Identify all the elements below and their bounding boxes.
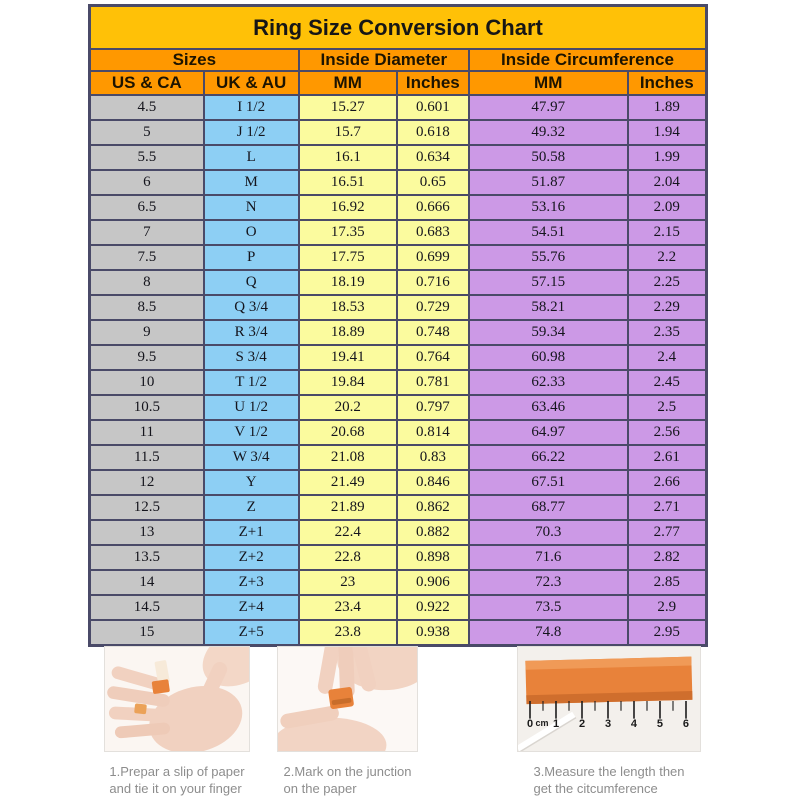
photo-tie-paper-on-finger — [104, 646, 250, 752]
step-1-caption — [104, 764, 250, 798]
table-cell: 7 — [90, 220, 204, 245]
step-3 — [517, 646, 701, 798]
table-cell: 7.5 — [90, 245, 204, 270]
hand-with-paper-strip-illustration — [105, 647, 249, 751]
column-header-row — [90, 71, 707, 95]
table-cell: 14.5 — [90, 595, 204, 620]
table-cell: 71.6 — [469, 545, 628, 570]
table-cell: O — [204, 220, 299, 245]
table-cell: R 3/4 — [204, 320, 299, 345]
ruler-number: 0 — [526, 717, 534, 730]
table-cell: 0.748 — [397, 320, 469, 345]
table-cell: 5 — [90, 120, 204, 145]
table-cell: 50.58 — [469, 145, 628, 170]
table-cell: 2.66 — [628, 470, 707, 495]
caption-line: on the paper — [283, 780, 357, 796]
table-cell: 60.98 — [469, 345, 628, 370]
table-row — [90, 270, 707, 295]
table-cell: 2.95 — [628, 620, 707, 646]
table-cell: 16.92 — [299, 195, 397, 220]
table-cell: 0.898 — [397, 545, 469, 570]
table-cell: 22.4 — [299, 520, 397, 545]
table-cell: 0.814 — [397, 420, 469, 445]
step-2-caption — [277, 764, 418, 798]
table-cell: Q — [204, 270, 299, 295]
table-cell: 20.68 — [299, 420, 397, 445]
group-header-sizes: Sizes — [90, 49, 299, 71]
table-cell: 10.5 — [90, 395, 204, 420]
table-cell: 2.25 — [628, 270, 707, 295]
group-header-inside-diameter: Inside Diameter — [299, 49, 469, 71]
table-cell: 21.89 — [299, 495, 397, 520]
table-cell: 18.89 — [299, 320, 397, 345]
table-cell: 11 — [90, 420, 204, 445]
table-cell: 68.77 — [469, 495, 628, 520]
table-cell: T 1/2 — [204, 370, 299, 395]
table-cell: 16.1 — [299, 145, 397, 170]
table-cell: 8.5 — [90, 295, 204, 320]
table-cell: Z — [204, 495, 299, 520]
table-row — [90, 345, 707, 370]
conversion-chart — [88, 4, 708, 647]
table-row — [90, 370, 707, 395]
table-cell: 19.41 — [299, 345, 397, 370]
table-cell: 10 — [90, 370, 204, 395]
step-1-caption-text — [109, 764, 244, 798]
table-cell: 9 — [90, 320, 204, 345]
table-cell: 70.3 — [469, 520, 628, 545]
table-cell: 0.666 — [397, 195, 469, 220]
table-cell: 73.5 — [469, 595, 628, 620]
table-cell: 6 — [90, 170, 204, 195]
table-cell: 0.683 — [397, 220, 469, 245]
table-row — [90, 145, 707, 170]
table-cell: I 1/2 — [204, 95, 299, 120]
column-header-diameter-inches: Inches — [397, 71, 469, 95]
table-row — [90, 170, 707, 195]
caption-line: 1.Prepar a slip of paper — [109, 764, 245, 779]
ruler-number: 3 — [605, 717, 612, 730]
table-cell: 12 — [90, 470, 204, 495]
table-cell: 5.5 — [90, 145, 204, 170]
group-header-inside-circumference: Inside Circumference — [469, 49, 707, 71]
table-cell: Z+3 — [204, 570, 299, 595]
table-cell: 0.601 — [397, 95, 469, 120]
table-cell: 49.32 — [469, 120, 628, 145]
table-cell: 15.27 — [299, 95, 397, 120]
table-row — [90, 620, 707, 646]
table-cell: 0.699 — [397, 245, 469, 270]
table-cell: 0.764 — [397, 345, 469, 370]
table-cell: 19.84 — [299, 370, 397, 395]
table-cell: 66.22 — [469, 445, 628, 470]
ruler-number: 1 — [552, 717, 560, 730]
table-cell: 2.71 — [628, 495, 707, 520]
table-cell: 9.5 — [90, 345, 204, 370]
table-cell: 1.94 — [628, 120, 707, 145]
table-row — [90, 95, 707, 120]
table-row — [90, 295, 707, 320]
column-header-uk-au: UK & AU — [204, 71, 299, 95]
table-cell: V 1/2 — [204, 420, 299, 445]
table-cell: 2.5 — [628, 395, 707, 420]
table-cell: 0.83 — [397, 445, 469, 470]
hand-marking-paper-illustration — [278, 647, 417, 751]
group-header-row — [90, 49, 707, 71]
table-cell: 8 — [90, 270, 204, 295]
table-cell: M — [204, 170, 299, 195]
table-cell: 18.19 — [299, 270, 397, 295]
table-cell: 0.922 — [397, 595, 469, 620]
table-cell: 2.35 — [628, 320, 707, 345]
table-cell: 0.781 — [397, 370, 469, 395]
photo-measure-with-ruler — [517, 646, 701, 752]
ruler-number: 5 — [656, 717, 664, 730]
column-header-us-ca: US & CA — [90, 71, 204, 95]
table-row — [90, 470, 707, 495]
table-row — [90, 520, 707, 545]
title-row — [90, 6, 707, 50]
table-cell: 2.09 — [628, 195, 707, 220]
table-cell: 72.3 — [469, 570, 628, 595]
table-row — [90, 545, 707, 570]
table-cell: 15 — [90, 620, 204, 646]
table-cell: Z+4 — [204, 595, 299, 620]
table-row — [90, 120, 707, 145]
ruler-and-strip-illustration — [518, 647, 700, 751]
table-cell: 57.15 — [469, 270, 628, 295]
table-cell: 21.08 — [299, 445, 397, 470]
table-cell: 0.862 — [397, 495, 469, 520]
table-row — [90, 320, 707, 345]
table-cell: 0.938 — [397, 620, 469, 646]
table-cell: 4.5 — [90, 95, 204, 120]
table-cell: 2.56 — [628, 420, 707, 445]
table-cell: 55.76 — [469, 245, 628, 270]
conversion-table — [88, 4, 708, 647]
table-cell: 0.716 — [397, 270, 469, 295]
table-cell: 63.46 — [469, 395, 628, 420]
table-cell: 0.906 — [397, 570, 469, 595]
table-cell: 16.51 — [299, 170, 397, 195]
table-cell: 64.97 — [469, 420, 628, 445]
table-row — [90, 220, 707, 245]
table-cell: 2.2 — [628, 245, 707, 270]
table-cell: 6.5 — [90, 195, 204, 220]
table-cell: 62.33 — [469, 370, 628, 395]
table-cell: 2.82 — [628, 545, 707, 570]
step-1 — [104, 646, 250, 798]
step-3-caption — [517, 764, 701, 798]
table-cell: 0.634 — [397, 145, 469, 170]
table-row — [90, 195, 707, 220]
measurement-steps — [0, 646, 800, 800]
table-cell: L — [204, 145, 299, 170]
table-cell: U 1/2 — [204, 395, 299, 420]
table-cell: P — [204, 245, 299, 270]
column-header-circumference-inches: Inches — [628, 71, 707, 95]
table-cell: 23.4 — [299, 595, 397, 620]
table-cell: 21.49 — [299, 470, 397, 495]
table-row — [90, 495, 707, 520]
table-row — [90, 570, 707, 595]
table-cell: 22.8 — [299, 545, 397, 570]
conversion-table-body — [90, 95, 707, 646]
table-cell: 2.85 — [628, 570, 707, 595]
table-cell: 1.99 — [628, 145, 707, 170]
table-cell: 51.87 — [469, 170, 628, 195]
table-cell: 2.15 — [628, 220, 707, 245]
table-cell: 17.75 — [299, 245, 397, 270]
column-header-diameter-mm: MM — [299, 71, 397, 95]
table-cell: 0.729 — [397, 295, 469, 320]
table-cell: 12.5 — [90, 495, 204, 520]
table-cell: Q 3/4 — [204, 295, 299, 320]
column-header-circumference-mm: MM — [469, 71, 628, 95]
table-cell: 2.29 — [628, 295, 707, 320]
table-row — [90, 420, 707, 445]
table-cell: 17.35 — [299, 220, 397, 245]
table-cell: 0.797 — [397, 395, 469, 420]
caption-line: get the citcumference — [533, 780, 658, 796]
table-cell: Z+2 — [204, 545, 299, 570]
table-cell: 2.04 — [628, 170, 707, 195]
table-cell: 11.5 — [90, 445, 204, 470]
table-cell: 0.618 — [397, 120, 469, 145]
table-row — [90, 595, 707, 620]
chart-title: Ring Size Conversion Chart — [90, 6, 707, 50]
table-cell: 74.8 — [469, 620, 628, 646]
table-row — [90, 395, 707, 420]
ruler-number: cm — [535, 717, 549, 728]
step-2 — [277, 646, 418, 798]
table-cell: 53.16 — [469, 195, 628, 220]
caption-line: 2.Mark on the junction — [283, 764, 412, 779]
table-cell: 20.2 — [299, 395, 397, 420]
table-cell: 47.97 — [469, 95, 628, 120]
table-cell: 58.21 — [469, 295, 628, 320]
table-cell: 23 — [299, 570, 397, 595]
table-cell: 0.846 — [397, 470, 469, 495]
table-cell: Z+1 — [204, 520, 299, 545]
table-cell: 2.61 — [628, 445, 707, 470]
table-cell: 54.51 — [469, 220, 628, 245]
table-cell: W 3/4 — [204, 445, 299, 470]
caption-line: and tie it on your finger — [109, 780, 242, 796]
table-cell: 2.4 — [628, 345, 707, 370]
table-cell: 13 — [90, 520, 204, 545]
caption-line: 3.Measure the length then — [533, 764, 685, 779]
table-cell: 14 — [90, 570, 204, 595]
ruler-number: 4 — [630, 717, 637, 730]
table-cell: 67.51 — [469, 470, 628, 495]
step-3-caption-text — [533, 764, 684, 798]
table-cell: 59.34 — [469, 320, 628, 345]
table-cell: 0.65 — [397, 170, 469, 195]
table-cell: 23.8 — [299, 620, 397, 646]
step-2-caption-text — [284, 764, 412, 798]
table-cell: 1.89 — [628, 95, 707, 120]
table-cell: Y — [204, 470, 299, 495]
table-cell: J 1/2 — [204, 120, 299, 145]
photo-mark-junction — [277, 646, 418, 752]
table-cell: S 3/4 — [204, 345, 299, 370]
table-cell: 0.882 — [397, 520, 469, 545]
table-cell: 2.9 — [628, 595, 707, 620]
table-cell: Z+5 — [204, 620, 299, 646]
table-cell: 15.7 — [299, 120, 397, 145]
ruler-number: 6 — [682, 717, 690, 730]
table-cell: 13.5 — [90, 545, 204, 570]
table-cell: 18.53 — [299, 295, 397, 320]
table-row — [90, 245, 707, 270]
ruler-number: 2 — [579, 717, 586, 730]
table-cell: 2.77 — [628, 520, 707, 545]
table-row — [90, 445, 707, 470]
table-cell: N — [204, 195, 299, 220]
table-cell: 2.45 — [628, 370, 707, 395]
